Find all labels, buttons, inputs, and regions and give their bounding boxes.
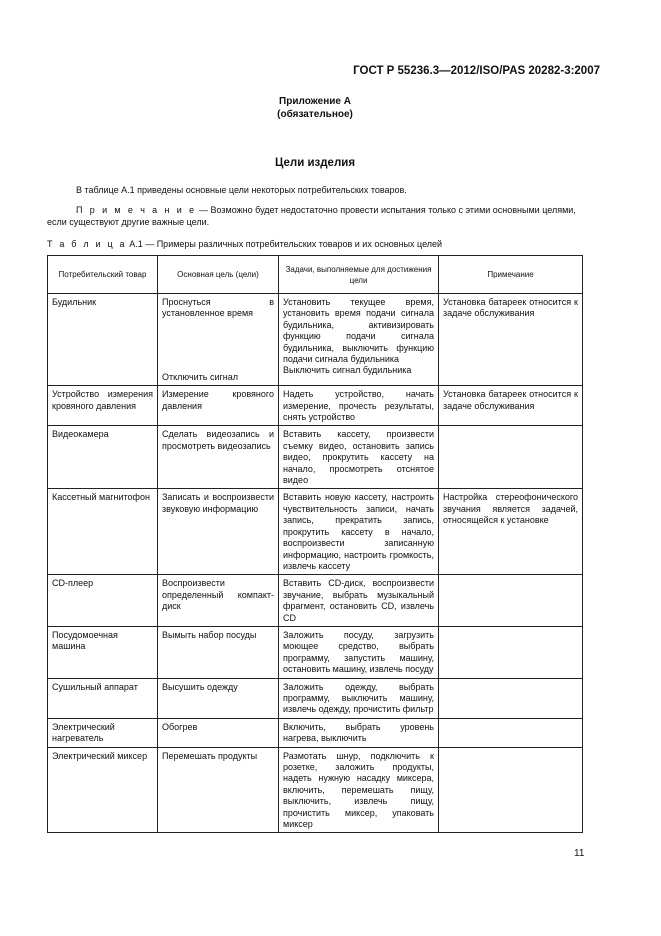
product-name: Кассетный магнитофон — [52, 492, 150, 503]
note-label: П р и м е ч а н и е — [76, 205, 197, 215]
cell-goal — [158, 718, 279, 747]
table-row — [48, 294, 583, 386]
table-row — [48, 626, 583, 678]
products-table — [47, 255, 583, 833]
cell-product — [48, 489, 158, 575]
cell-product — [48, 426, 158, 489]
cell-goal — [158, 294, 279, 386]
cell-goal — [158, 489, 279, 575]
cell-product — [48, 575, 158, 627]
table-row — [48, 489, 583, 575]
cell-goal — [158, 747, 279, 833]
table-row — [48, 426, 583, 489]
cell-goal — [158, 678, 279, 718]
document-header: ГОСТ Р 55236.3—2012/ISO/PAS 20282-3:2007 — [353, 65, 600, 77]
cell-spacer — [162, 346, 274, 372]
cell-note — [439, 678, 583, 718]
cell-tasks — [279, 294, 439, 386]
cell-tasks — [279, 386, 439, 426]
product-name: Видеокамера — [52, 429, 109, 440]
product-name: Сушильный аппарат — [52, 681, 138, 692]
tasks-text: Надеть устройство, начать измерение, прочесть результаты, снять устройство — [283, 389, 434, 423]
tasks-text: Вставить кассету, произвести съемку видео, остановить запись видео, прокрутить кассету на начало, просмотреть отснятое видео — [283, 429, 434, 486]
cell-tasks — [279, 626, 439, 678]
cell-tasks — [279, 426, 439, 489]
goal-text: Перемешать продукты — [162, 750, 258, 761]
cell-product — [48, 294, 158, 386]
tasks-text-secondary: Выключить сигнал будильника — [283, 365, 412, 376]
tasks-text: Размотать шнур, подключить к розетке, заложить продукты, надеть нужную насадку миксера, включить, перемешать пищу, выключить, извлечь пищу, прочистить миксер, упаковать миксер — [283, 750, 434, 830]
cell-product — [48, 678, 158, 718]
tasks-text: Вставить новую кассету, настроить чувствительность записи, начать запись, прекратить запись, прокрутить кассету в начало, воспроизвести записанную информацию, настроить громкость, извлечь кассету — [283, 492, 434, 571]
cell-goal — [158, 386, 279, 426]
table-header-row — [48, 256, 583, 294]
cell-tasks — [279, 678, 439, 718]
header-product: Потребительский товар — [48, 256, 158, 294]
product-name: Электрический миксер — [52, 750, 148, 761]
product-name: CD-плеер — [52, 578, 94, 589]
goal-text: Проснуться в установленное время — [162, 297, 274, 319]
cell-tasks — [279, 575, 439, 627]
cell-note — [439, 294, 583, 386]
table-row — [48, 386, 583, 426]
table-caption-label: Т а б л и ц а — [47, 239, 127, 249]
intro-paragraph: В таблице А.1 приведены основные цели некоторых потребительских товаров. — [76, 185, 407, 195]
header-note: Примечание — [439, 256, 583, 294]
goal-text: Записать и воспроизвести звуковую информацию — [162, 492, 274, 514]
cell-note — [439, 575, 583, 627]
note-text: Установка батареек относится к задаче обслуживания — [443, 297, 578, 319]
appendix-title: Приложение А — [279, 96, 351, 107]
product-name: Будильник — [52, 297, 97, 307]
cell-note — [439, 747, 583, 833]
goal-text: Измерение кровяного давления — [162, 389, 274, 411]
cell-note — [439, 718, 583, 747]
goal-text: Вымыть набор посуды — [162, 629, 257, 640]
cell-note — [439, 626, 583, 678]
appendix-status: (обязательное) — [277, 109, 353, 120]
goal-text-secondary: Отключить сигнал — [162, 371, 239, 382]
goal-text: Высушить одежду — [162, 681, 238, 692]
note-paragraph — [47, 204, 587, 228]
cell-product — [48, 718, 158, 747]
goal-text: Воспроизвести определенный компакт-диск — [162, 578, 274, 612]
tasks-text: Вставить CD-диск, воспроизвести звучание, выбрать музыкальный фрагмент, остановить CD, извлечь CD — [283, 578, 434, 623]
tasks-text: Включить, выбрать уровень нагрева, выключить — [283, 721, 434, 744]
section-title: Цели изделия — [274, 157, 356, 169]
cell-goal — [158, 426, 279, 489]
table-row — [48, 678, 583, 718]
table-caption — [47, 239, 607, 249]
appendix-heading — [0, 95, 630, 121]
cell-note — [439, 426, 583, 489]
cell-note — [439, 386, 583, 426]
goal-text: Обогрев — [162, 721, 198, 732]
cell-tasks — [279, 747, 439, 833]
note-text: Настройка стереофонического звучания является задачей, относящейся к установке — [443, 492, 578, 526]
header-goal: Основная цель (цели) — [158, 256, 279, 294]
tasks-text: Заложить одежду, выбрать программу, выключить машину, извлечь одежду, прочистить фильтр — [283, 681, 434, 715]
cell-product — [48, 386, 158, 426]
product-name: Устройство измерения кровяного давления — [52, 389, 153, 411]
cell-goal — [158, 626, 279, 678]
cell-product — [48, 747, 158, 833]
tasks-text: Заложить посуду, загрузить моющее средство, выбрать программу, запустить машину, остановить машину, извлечь посуду — [283, 629, 434, 675]
note-text: — Возможно будет недостаточно провести испытания только с этими основными целями, если существуют другие важные цели. — [47, 205, 576, 227]
goal-text: Сделать видеозапись и просмотреть видеозапись — [162, 429, 274, 451]
product-name: Посудомоечная машина — [52, 629, 118, 652]
tasks-text: Установить текущее время, установить время подачи сигнала будильника, активизировать функцию подачи сигнала будильника, выключить функцию подачи сигнала будильника — [283, 297, 434, 365]
product-name: Электрический нагреватель — [52, 721, 115, 744]
table-caption-text: А.1 — Примеры различных потребительских товаров и их основных целей — [126, 239, 443, 249]
header-tasks: Задачи, выполняемые для достижения цели — [279, 256, 439, 294]
cell-spacer — [162, 320, 274, 346]
cell-tasks — [279, 718, 439, 747]
table-row — [48, 747, 583, 833]
cell-note — [439, 489, 583, 575]
table-row — [48, 718, 583, 747]
cell-tasks — [279, 489, 439, 575]
cell-goal — [158, 575, 279, 627]
cell-product — [48, 626, 158, 678]
page-number: 11 — [574, 848, 585, 859]
table-row — [48, 575, 583, 627]
note-text: Установка батареек относится к задаче обслуживания — [443, 389, 578, 411]
